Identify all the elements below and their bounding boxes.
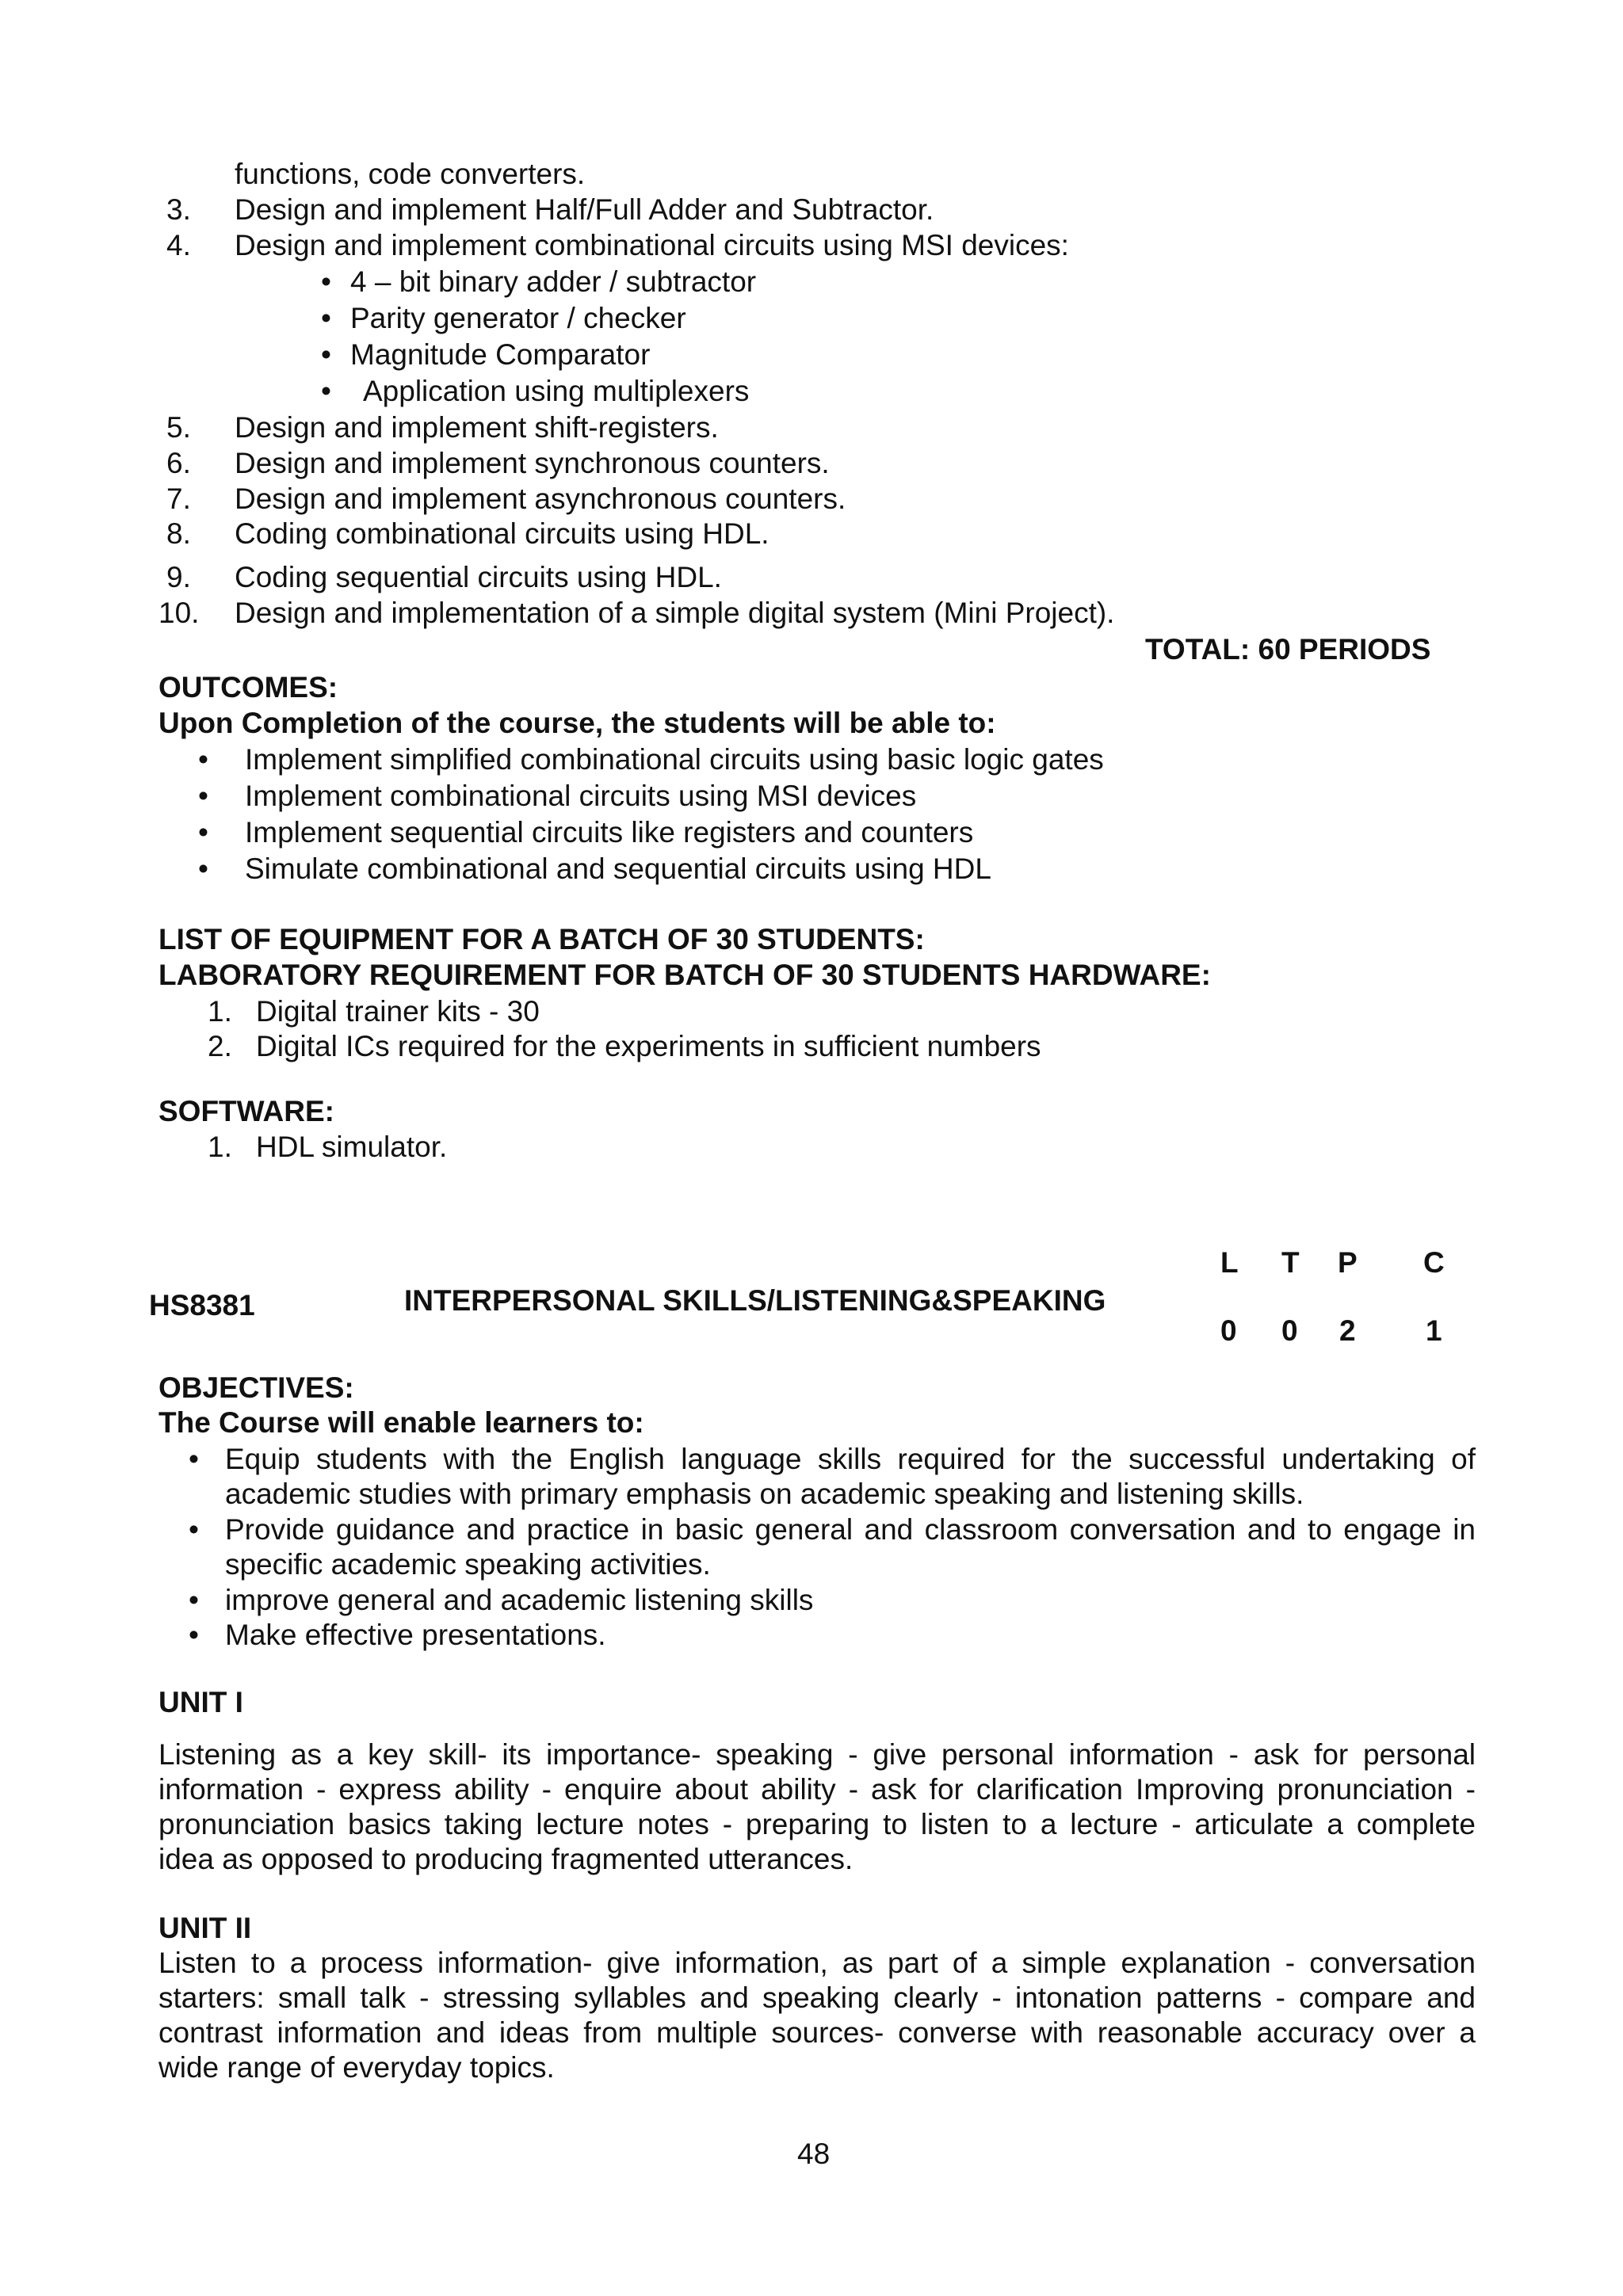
unit-2-text-line: contrast information and ideas from multiple sources- converse with reasonable accuracy over a	[158, 2016, 1476, 2049]
sub-list-item: 4 – bit binary adder / subtractor	[350, 265, 757, 298]
unit-2-text-line: wide range of everyday topics.	[158, 2051, 555, 2084]
total-periods: TOTAL: 60 PERIODS	[1145, 633, 1431, 666]
bullet-icon: •	[321, 302, 331, 334]
list-item-number: 3.	[166, 193, 191, 226]
objectives-heading: OBJECTIVES:	[158, 1371, 354, 1404]
list-continuation: functions, code converters.	[235, 158, 586, 190]
equipment-heading: LIST OF EQUIPMENT FOR A BATCH OF 30 STUDENTS:	[158, 923, 925, 955]
bullet-icon: •	[198, 743, 208, 776]
bullet-icon: •	[198, 852, 208, 885]
outcome-item: Simulate combinational and sequential circuits using HDL	[245, 852, 991, 885]
unit-2-heading: UNIT II	[158, 1912, 252, 1944]
outcomes-heading: OUTCOMES:	[158, 671, 338, 704]
hardware-item: Digital ICs required for the experiments in sufficient numbers	[256, 1030, 1041, 1062]
list-item-number: 7.	[166, 482, 191, 515]
list-item-number: 1.	[208, 995, 232, 1028]
list-item-number: 8.	[166, 517, 191, 550]
bullet-icon: •	[189, 1513, 199, 1546]
course-code: HS8381	[149, 1289, 255, 1322]
bullet-icon: •	[189, 1443, 199, 1475]
ltpc-header-c: C	[1423, 1246, 1445, 1279]
hardware-item: Digital trainer kits - 30	[256, 995, 540, 1028]
page-number: 48	[797, 2138, 831, 2170]
sub-list-item: Magnitude Comparator	[350, 338, 651, 371]
ltpc-value-l: 0	[1220, 1314, 1237, 1347]
unit-2-text-line: starters: small talk - stressing syllables and speaking clearly - intonation patterns - compare and	[158, 1981, 1476, 2014]
sub-list-item: Application using multiplexers	[363, 375, 750, 407]
list-item-number: 2.	[208, 1030, 232, 1062]
bullet-icon: •	[198, 816, 208, 849]
outcome-item: Implement combinational circuits using MSI devices	[245, 780, 917, 812]
bullet-icon: •	[321, 265, 331, 298]
list-item-number: 4.	[166, 229, 191, 261]
ltpc-value-p: 2	[1339, 1314, 1356, 1347]
sub-list-item: Parity generator / checker	[350, 302, 686, 334]
list-item-number: 9.	[166, 561, 191, 593]
course-title: INTERPERSONAL SKILLS/LISTENING&SPEAKING	[404, 1284, 1106, 1317]
list-item: Design and implement synchronous counters.	[235, 447, 830, 479]
objective-item-line: Equip students with the English language skills required for the successful undertaking of	[225, 1443, 1476, 1475]
ltpc-value-t: 0	[1281, 1314, 1298, 1347]
unit-1-text-line: Listening as a key skill- its importance- speaking - give personal information - ask for personal	[158, 1738, 1476, 1771]
objective-item-line: improve general and academic listening skills	[225, 1584, 814, 1616]
unit-1-text-line: pronunciation basics taking lecture notes - preparing to listen to a lecture - articulate a complete	[158, 1808, 1476, 1840]
list-item: Design and implementation of a simple digital system (Mini Project).	[235, 597, 1115, 629]
unit-2-text-line: Listen to a process information- give information, as part of a simple explanation - conversation	[158, 1947, 1476, 1979]
unit-1-text-line: idea as opposed to producing fragmented utterances.	[158, 1843, 854, 1875]
list-item: Coding combinational circuits using HDL.	[235, 517, 769, 550]
unit-1-text-line: information - express ability - enquire about ability - ask for clarification Improving pronunciation -	[158, 1773, 1476, 1806]
ltpc-value-c: 1	[1426, 1314, 1442, 1347]
list-item: Design and implement combinational circuits using MSI devices:	[235, 229, 1069, 261]
objective-item-line: academic studies with primary emphasis on academic speaking and listening skills.	[225, 1478, 1304, 1510]
list-item: Design and implement shift-registers.	[235, 411, 719, 444]
list-item: Design and implement Half/Full Adder and Subtractor.	[235, 193, 934, 226]
objectives-intro: The Course will enable learners to:	[158, 1406, 644, 1439]
unit-1-heading: UNIT I	[158, 1686, 243, 1718]
list-item-number: 5.	[166, 411, 191, 444]
objective-item-line: Provide guidance and practice in basic general and classroom conversation and to engage in	[225, 1513, 1476, 1546]
hardware-heading: LABORATORY REQUIREMENT FOR BATCH OF 30 STUDENTS HARDWARE:	[158, 959, 1211, 991]
list-item: Design and implement asynchronous counters.	[235, 482, 846, 515]
bullet-icon: •	[321, 338, 331, 371]
outcome-item: Implement simplified combinational circuits using basic logic gates	[245, 743, 1104, 776]
software-heading: SOFTWARE:	[158, 1095, 334, 1127]
bullet-icon: •	[321, 375, 331, 407]
ltpc-header-t: T	[1281, 1246, 1300, 1279]
bullet-icon: •	[189, 1584, 199, 1616]
ltpc-header-p: P	[1338, 1246, 1358, 1279]
list-item-number: 10.	[158, 597, 200, 629]
outcomes-intro: Upon Completion of the course, the students will be able to:	[158, 707, 996, 739]
list-item-number: 1.	[208, 1131, 232, 1163]
objective-item-line: Make effective presentations.	[225, 1619, 606, 1651]
outcome-item: Implement sequential circuits like registers and counters	[245, 816, 974, 849]
list-item: Coding sequential circuits using HDL.	[235, 561, 722, 593]
software-item: HDL simulator.	[256, 1131, 448, 1163]
list-item-number: 6.	[166, 447, 191, 479]
ltpc-header-l: L	[1220, 1246, 1239, 1279]
bullet-icon: •	[198, 780, 208, 812]
bullet-icon: •	[189, 1619, 199, 1651]
objective-item-line: specific academic speaking activities.	[225, 1548, 711, 1581]
